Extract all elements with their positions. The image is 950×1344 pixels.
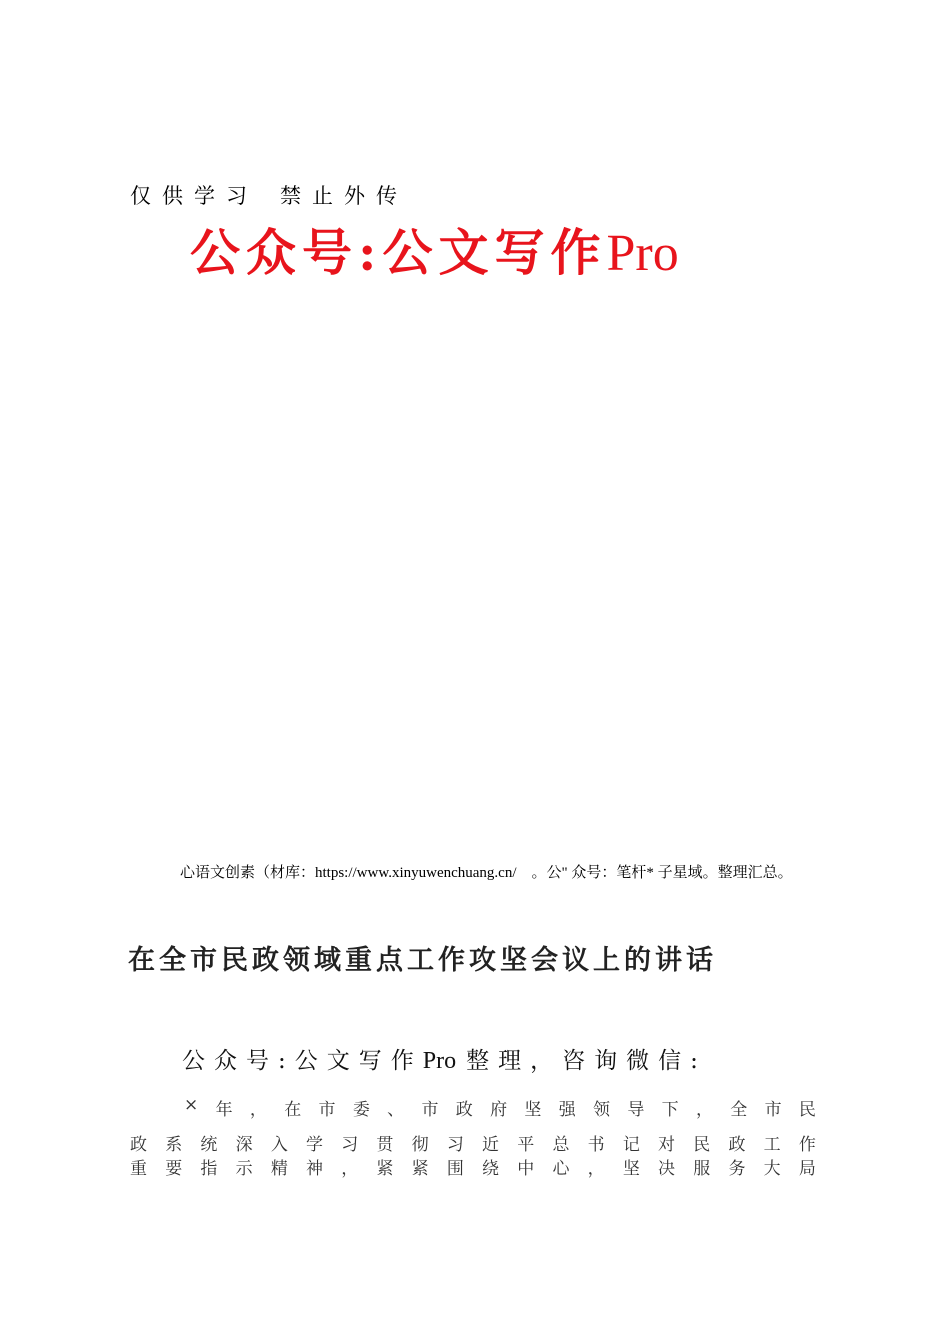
body-char: 绕 xyxy=(482,1159,500,1179)
body-char: 围 xyxy=(446,1159,464,1179)
body-char: 紧 xyxy=(411,1159,429,1179)
body-char: 府 xyxy=(490,1100,508,1120)
body-char: 政 xyxy=(728,1135,746,1155)
body-char: 习 xyxy=(446,1135,464,1155)
body-char: 委 xyxy=(352,1100,370,1120)
brand-watermark xyxy=(190,223,679,282)
body-char: 坚 xyxy=(524,1100,542,1120)
body-char: × xyxy=(184,1095,199,1115)
body-char: 市 xyxy=(318,1100,336,1120)
source-note: 心语文创素（材库：https://www.xinyuwenchuang.cn/ 。公" 众号：笔杆* 子星域。整理汇总。 xyxy=(180,865,793,881)
body-char: 全 xyxy=(730,1100,748,1120)
body-char: 服 xyxy=(693,1159,711,1179)
body-char: 深 xyxy=(235,1135,253,1155)
body-char: 中 xyxy=(517,1159,535,1179)
body-char: 决 xyxy=(658,1159,676,1179)
body-char: 心 xyxy=(552,1159,570,1179)
body-char: 政 xyxy=(455,1100,473,1120)
notice-study-only: 仅供学习 xyxy=(130,184,258,208)
body-char: 统 xyxy=(200,1135,218,1155)
body-char: 习 xyxy=(341,1135,359,1155)
body-char: 民 xyxy=(693,1135,711,1155)
subtitle-en: Pro xyxy=(422,1048,457,1074)
body-char: 市 xyxy=(421,1100,439,1120)
body-char: 在 xyxy=(284,1100,302,1120)
body-char: 局 xyxy=(798,1159,816,1179)
body-char: 坚 xyxy=(622,1159,640,1179)
body-char: 近 xyxy=(482,1135,500,1155)
body-char: 要 xyxy=(165,1159,183,1179)
body-char: 对 xyxy=(658,1135,676,1155)
body-char: 重 xyxy=(130,1159,147,1179)
body-char: 平 xyxy=(517,1135,535,1155)
body-char: 精 xyxy=(270,1159,288,1179)
body-char: 示 xyxy=(235,1159,253,1179)
body-line-1 xyxy=(184,1095,816,1120)
body-char: 工 xyxy=(763,1135,781,1155)
body-char: 学 xyxy=(306,1135,324,1155)
body-char: 入 xyxy=(270,1135,288,1155)
body-line-2 xyxy=(130,1130,816,1155)
body-char: ， xyxy=(695,1100,713,1120)
body-char: ， xyxy=(341,1159,359,1179)
body-char: 贯 xyxy=(376,1135,394,1155)
body-char: 强 xyxy=(558,1100,576,1120)
body-char: 务 xyxy=(728,1159,746,1179)
body-char: 民 xyxy=(798,1100,816,1120)
body-char: 神 xyxy=(306,1159,324,1179)
body-char: 、 xyxy=(387,1100,405,1120)
body-char: 年 xyxy=(215,1100,233,1120)
notice-text xyxy=(130,180,408,210)
document-subtitle xyxy=(182,1042,707,1075)
document-title: 在全市民政领域重点工作攻坚会议上的讲话 xyxy=(128,945,717,976)
brand-name-en: Pro xyxy=(606,225,679,282)
body-char: 系 xyxy=(165,1135,183,1155)
body-char: 领 xyxy=(593,1100,610,1120)
body-char: 政 xyxy=(130,1135,147,1155)
body-char: 作 xyxy=(798,1135,816,1155)
body-char: 记 xyxy=(622,1135,640,1155)
subtitle-before: 公众号:公文写作 xyxy=(182,1048,423,1074)
body-char: 大 xyxy=(763,1159,781,1179)
body-char: 指 xyxy=(200,1159,218,1179)
notice-no-distribution: 禁止外传 xyxy=(280,184,408,208)
brand-name-cn: 公众号:公文写作 xyxy=(190,223,607,282)
body-char: ， xyxy=(249,1100,267,1120)
subtitle-after: 整理，咨询微信: xyxy=(466,1048,707,1074)
body-char: 彻 xyxy=(411,1135,429,1155)
body-line-3 xyxy=(130,1154,816,1179)
body-char: 市 xyxy=(764,1100,782,1120)
body-char: 总 xyxy=(552,1135,570,1155)
body-char: 下 xyxy=(661,1100,679,1120)
body-char: ， xyxy=(587,1159,605,1179)
body-char: 书 xyxy=(587,1135,605,1155)
body-char: 紧 xyxy=(376,1159,394,1179)
body-char: 导 xyxy=(627,1100,645,1120)
